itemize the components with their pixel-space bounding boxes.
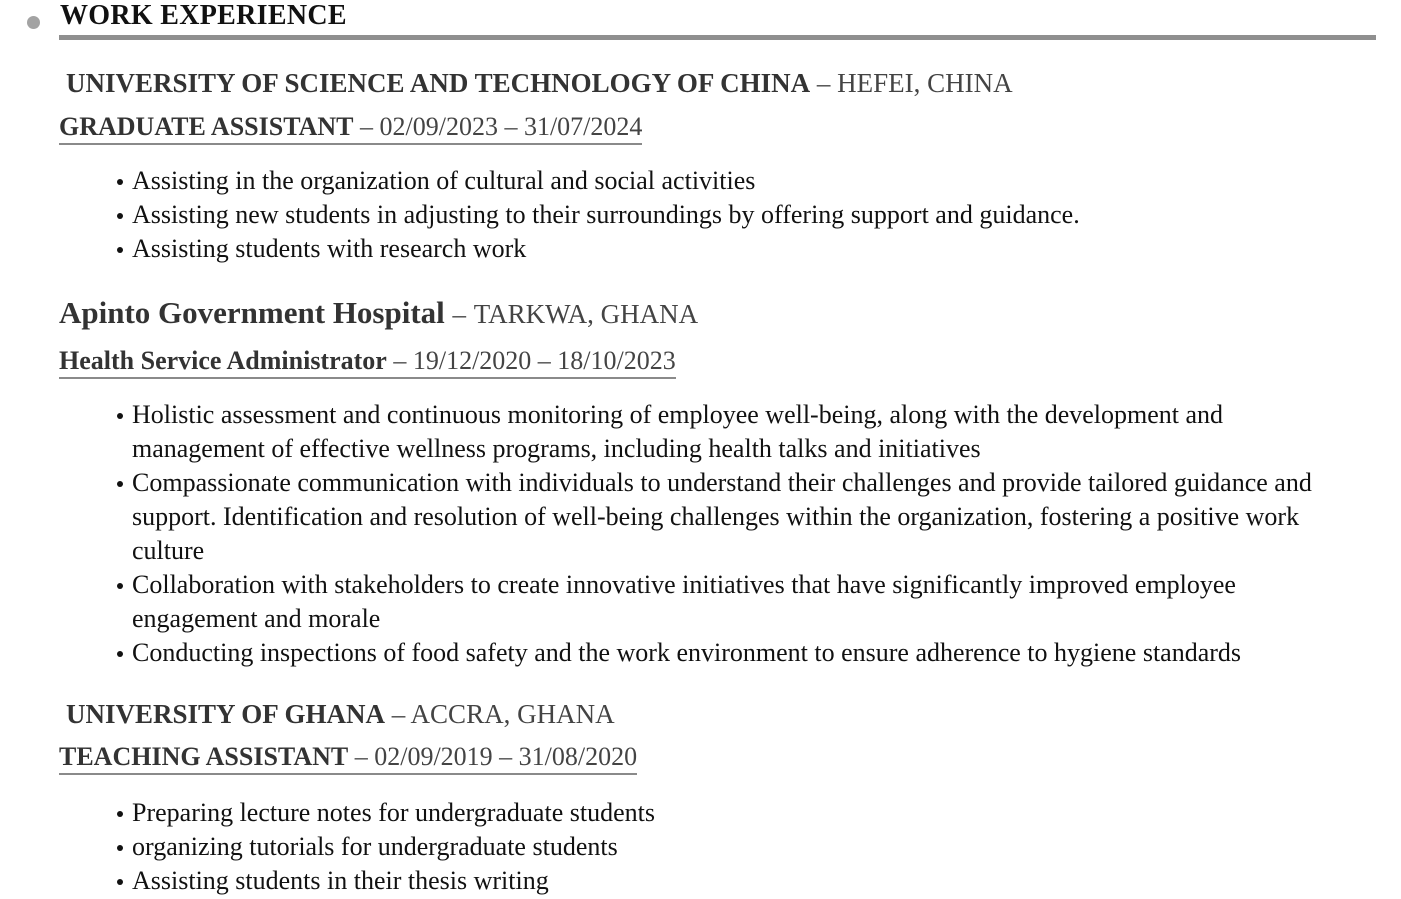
employer-name: UNIVERSITY OF GHANA — [66, 699, 386, 729]
employer-line — [59, 296, 698, 331]
employer-line — [66, 697, 615, 731]
role-title: GRADUATE ASSISTANT — [59, 112, 354, 141]
role-dates: – 02/09/2023 – 31/07/2024 — [360, 112, 643, 141]
role-line — [59, 111, 642, 145]
list-item: Conducting inspections of food safety and the work environment to ensure adherence to hygiene standards — [115, 636, 1355, 670]
employer-separator: – — [452, 299, 467, 329]
role-dates: – 19/12/2020 – 18/10/2023 — [393, 346, 676, 375]
employer-name: UNIVERSITY OF SCIENCE AND TECHNOLOGY OF CHINA — [66, 68, 811, 98]
list-item: Compassionate communication with individuals to understand their challenges and provide tailored guidance and support. Identification and resolution of well-being challenges within the organization, fostering a positive work culture — [115, 466, 1355, 568]
employer-line — [66, 66, 1013, 100]
employer-separator: – — [816, 68, 831, 98]
role-line — [59, 741, 637, 775]
employer-location: ACCRA, GHANA — [410, 699, 615, 729]
list-item: organizing tutorials for undergraduate students — [115, 830, 1355, 864]
role-dates: – 02/09/2019 – 31/08/2020 — [354, 742, 638, 771]
role-title: Health Service Administrator — [59, 346, 387, 375]
employer-location: HEFEI, CHINA — [837, 68, 1013, 98]
list-item: Collaboration with stakeholders to create innovative initiatives that have significantly improved employee engagement and morale — [115, 568, 1355, 636]
list-item: Assisting students with research work — [115, 232, 1355, 266]
list-item: Holistic assessment and continuous monitoring of employee well-being, along with the development and management of effective wellness programs, including health talks and initiatives — [115, 398, 1355, 466]
employer-separator: – — [391, 699, 406, 729]
list-item: Assisting students in their thesis writing — [115, 864, 1355, 898]
employer-name: Apinto Government Hospital — [59, 295, 445, 330]
duties-list — [115, 796, 1355, 898]
section-divider — [59, 35, 1376, 40]
role-title: TEACHING ASSISTANT — [59, 742, 349, 771]
duties-list — [115, 398, 1355, 670]
section-bullet-dot — [27, 16, 40, 29]
employer-location: TARKWA, GHANA — [473, 299, 699, 329]
list-item: Assisting in the organization of cultural and social activities — [115, 164, 1355, 198]
section-title: WORK EXPERIENCE — [60, 0, 347, 31]
duties-list — [115, 164, 1355, 266]
list-item: Preparing lecture notes for undergraduate students — [115, 796, 1355, 830]
list-item: Assisting new students in adjusting to their surroundings by offering support and guidance. — [115, 198, 1355, 232]
role-line — [59, 345, 676, 379]
